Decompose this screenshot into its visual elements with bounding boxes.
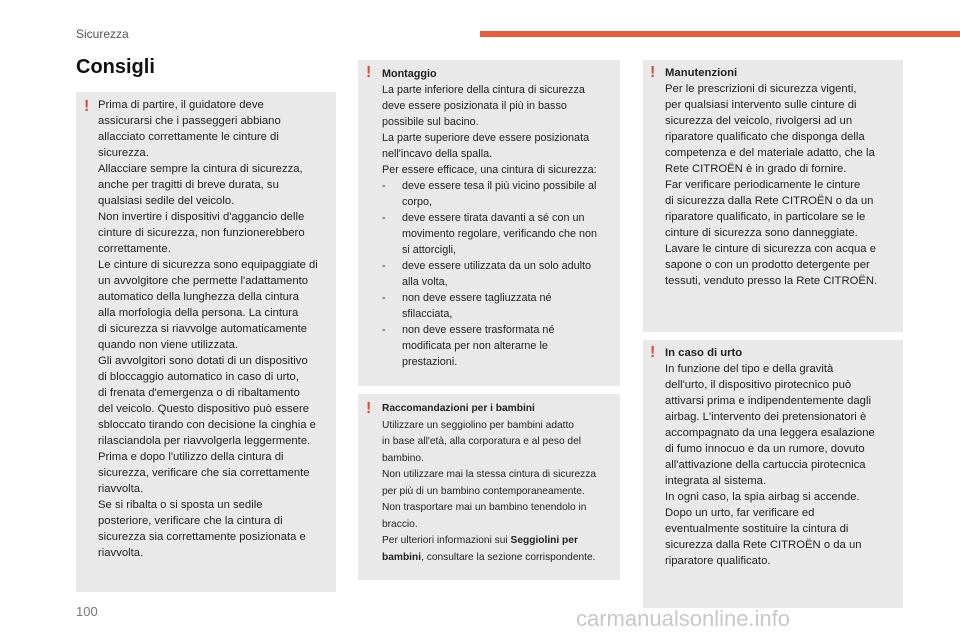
maintenance-heading: Manutenzioni xyxy=(665,67,738,79)
advice-line: riavvolta. xyxy=(98,547,144,559)
mounting-line: La parte inferiore della cintura di sicurezza xyxy=(382,84,585,96)
advice-line: un avvolgitore che permette l'adattamento xyxy=(98,275,309,287)
mounting-text xyxy=(382,66,597,370)
list-dash: - xyxy=(382,180,386,192)
maintenance-line: competenza e del materiale adatto, che la xyxy=(665,147,875,159)
maintenance-line: per qualsiasi intervento sulle cinture di xyxy=(665,99,857,111)
advice-line: Gli avvolgitori sono dotati di un dispositivo xyxy=(98,355,308,367)
list-item-line: prestazioni. xyxy=(402,356,458,368)
crash-heading: In caso di urto xyxy=(665,347,743,359)
crash-line: all'attivazione della cartuccia pirotecnica xyxy=(665,459,866,471)
children-text xyxy=(382,401,596,566)
crash-line: In funzione del tipo e della gravità xyxy=(665,363,834,375)
crash-line: sicurezza dalla Rete CITROËN o da un xyxy=(665,539,862,551)
children-ref-line xyxy=(382,550,596,567)
list-item-line: deve essere tirata davanti a sé con un xyxy=(402,212,585,224)
warning-icon: ! xyxy=(366,400,372,417)
maintenance-line: Lavare le cinture di sicurezza con acqua e xyxy=(665,243,876,255)
advice-line: Prima di partire, il guidatore deve xyxy=(98,99,264,111)
children-heading: Raccomandazioni per i bambini xyxy=(382,403,535,414)
crash-line: eventualmente sostituire la cintura di xyxy=(665,523,849,535)
children-ref-tail: , consultare la sezione corrispondente. xyxy=(421,551,596,563)
list-item-text xyxy=(402,178,596,210)
advice-line: del veicolo. Questo dispositivo può essere xyxy=(98,403,309,415)
advice-line: Non invertire i dispositivi d'aggancio delle xyxy=(98,211,305,223)
list-dash: - xyxy=(382,292,386,304)
advice-line: qualsiasi sedile del veicolo. xyxy=(98,195,235,207)
mounting-line: deve essere posizionata il più in basso xyxy=(382,100,567,112)
maintenance-line: sapone o con un prodotto detergente per xyxy=(665,259,870,271)
maintenance-line: riparatore qualificato, in particolare se le xyxy=(665,211,866,223)
advice-line: quando non viene utilizzata. xyxy=(98,339,239,351)
warning-icon: ! xyxy=(84,98,90,115)
children-line: Non utilizzare mai la stessa cintura di sicurezza xyxy=(382,469,597,480)
advice-line: di sicurezza si riavvolge automaticamente xyxy=(98,323,308,335)
advice-line: Allacciare sempre la cintura di sicurezza, xyxy=(98,163,303,175)
list-item xyxy=(382,178,597,210)
advice-line: cinture di sicurezza, non funzionerebbero xyxy=(98,227,305,239)
mounting-heading: Montaggio xyxy=(382,68,437,80)
advice-line: di frenata d'emergenza o di ribaltamento xyxy=(98,387,300,399)
crash-line: di fumo innocuo e da un rumore, dovuto xyxy=(665,443,865,455)
crash-line: In ogni caso, la spia airbag si accende. xyxy=(665,491,860,503)
maintenance-line: Per le prescrizioni di sicurezza vigenti, xyxy=(665,83,857,95)
maintenance-line: sicurezza del veicolo, rivolgersi ad un xyxy=(665,115,853,127)
list-item xyxy=(382,258,597,290)
list-item-text xyxy=(402,290,551,322)
advice-line: sicurezza, verificare che sia correttamente xyxy=(98,467,310,479)
list-item-line: movimento regolare, verificando che non xyxy=(402,228,598,240)
advice-line: assicurarsi che i passeggeri abbiano xyxy=(98,115,281,127)
list-item-line: sfilacciata, xyxy=(402,308,453,320)
maintenance-line: tessuti, venduto presso la Rete CITROËN. xyxy=(665,275,878,287)
list-item xyxy=(382,210,597,258)
advice-line: di bloccaggio automatico in caso di urto, xyxy=(98,371,299,383)
crash-text xyxy=(665,345,875,569)
maintenance-line: Far verificare periodicamente le cinture xyxy=(665,179,861,191)
list-dash: - xyxy=(382,260,386,272)
advice-line: automatico della lunghezza della cintura xyxy=(98,291,299,303)
mounting-line: La parte superiore deve essere posizionata xyxy=(382,132,590,144)
crash-line: Dopo un urto, far verificare ed xyxy=(665,507,815,519)
advice-line: Prima e dopo l'utilizzo della cintura di xyxy=(98,451,284,463)
advice-text xyxy=(98,97,318,561)
page-title: Consigli xyxy=(76,56,155,78)
list-item xyxy=(382,290,597,322)
watermark: carmanualsonline.info xyxy=(576,606,791,631)
maintenance-line: cinture di sicurezza sono danneggiate. xyxy=(665,227,858,239)
crash-line: dell'urto, il dispositivo pirotecnico può xyxy=(665,379,852,391)
mounting-line: possibile sul bacino. xyxy=(382,116,479,128)
list-item-line: alla volta, xyxy=(402,276,448,288)
maintenance-line: riparatore qualificato che disponga della xyxy=(665,131,865,143)
warning-icon: ! xyxy=(366,64,372,81)
advice-line: riavvolta. xyxy=(98,483,144,495)
advice-line: correttamente. xyxy=(98,243,171,255)
children-ref-link: Seggiolini per xyxy=(510,535,578,546)
crash-line: integrata al sistema. xyxy=(665,475,767,487)
list-item-line: si attorcigli, xyxy=(402,244,457,256)
mounting-line: nell'incavo della spalla. xyxy=(382,148,493,160)
children-ref-text: Per ulteriori informazioni sui xyxy=(382,535,508,546)
list-item-text xyxy=(402,210,597,258)
warning-icon: ! xyxy=(650,344,656,361)
advice-line: Se si ribalta o si sposta un sedile xyxy=(98,499,263,511)
maintenance-line: Rete CITROËN è in grado di fornire. xyxy=(665,163,847,175)
children-line: braccio. xyxy=(382,518,418,530)
advice-line: sicurezza. xyxy=(98,147,149,159)
warning-icon: ! xyxy=(650,64,656,81)
list-item-line: deve essere utilizzata da un solo adulto xyxy=(402,260,592,272)
advice-line: Le cinture di sicurezza sono equipaggiate di xyxy=(98,259,318,271)
children-line: bambino. xyxy=(382,452,424,464)
maintenance-text xyxy=(665,65,877,289)
list-item-line: deve essere tesa il più vicino possibile al xyxy=(402,180,597,192)
page-number: 100 xyxy=(76,604,98,619)
advice-line: sbloccato tirando con decisione la cinghia e xyxy=(98,419,316,431)
list-dash: - xyxy=(382,324,386,336)
advice-line: rilasciandola per riavvolgerla leggermente. xyxy=(98,435,311,447)
advice-line: anche per tragitti di breve durata, su xyxy=(98,179,279,191)
list-item-line: non deve essere tagliuzzata né xyxy=(402,292,552,304)
list-item-text xyxy=(402,322,554,370)
list-item-line: modificata per non alterarne le xyxy=(402,340,548,352)
list-item xyxy=(382,322,597,370)
advice-line: sicurezza sia correttamente posizionata e xyxy=(98,531,306,543)
list-item-line: non deve essere trasformata né xyxy=(402,324,555,336)
crash-line: riparatore qualificato. xyxy=(665,555,771,567)
crash-line: attivarsi prima e indipendentemente dagli xyxy=(665,395,871,407)
children-ref-link: bambini xyxy=(382,551,422,563)
children-line: in base all'età, alla corporatura e al peso del xyxy=(382,436,582,447)
maintenance-line: di sicurezza dalla Rete CITROËN o da un xyxy=(665,195,874,207)
children-line: Utilizzare un seggiolino per bambini adatto xyxy=(382,419,574,431)
advice-line: posteriore, verificare che la cintura di xyxy=(98,515,283,527)
advice-line: allacciato correttamente le cinture di xyxy=(98,131,279,143)
children-line: per più di un bambino contemporaneamente. xyxy=(382,485,585,497)
section-label: Sicurezza xyxy=(76,27,129,41)
children-ref-line xyxy=(382,533,596,550)
children-line: Non trasportare mai un bambino tenendolo in xyxy=(382,502,587,513)
crash-line: airbag. L'intervento dei pretensionatori è xyxy=(665,411,867,423)
advice-line: alla morfologia della persona. La cintura xyxy=(98,307,299,319)
mounting-line: Per essere efficace, una cintura di sicurezza: xyxy=(382,164,597,176)
list-item-text xyxy=(402,258,591,290)
list-item-line: corpo, xyxy=(402,196,433,208)
crash-line: accompagnato da una leggera esalazione xyxy=(665,427,875,439)
header-accent-bar xyxy=(480,31,960,37)
list-dash: - xyxy=(382,212,386,224)
